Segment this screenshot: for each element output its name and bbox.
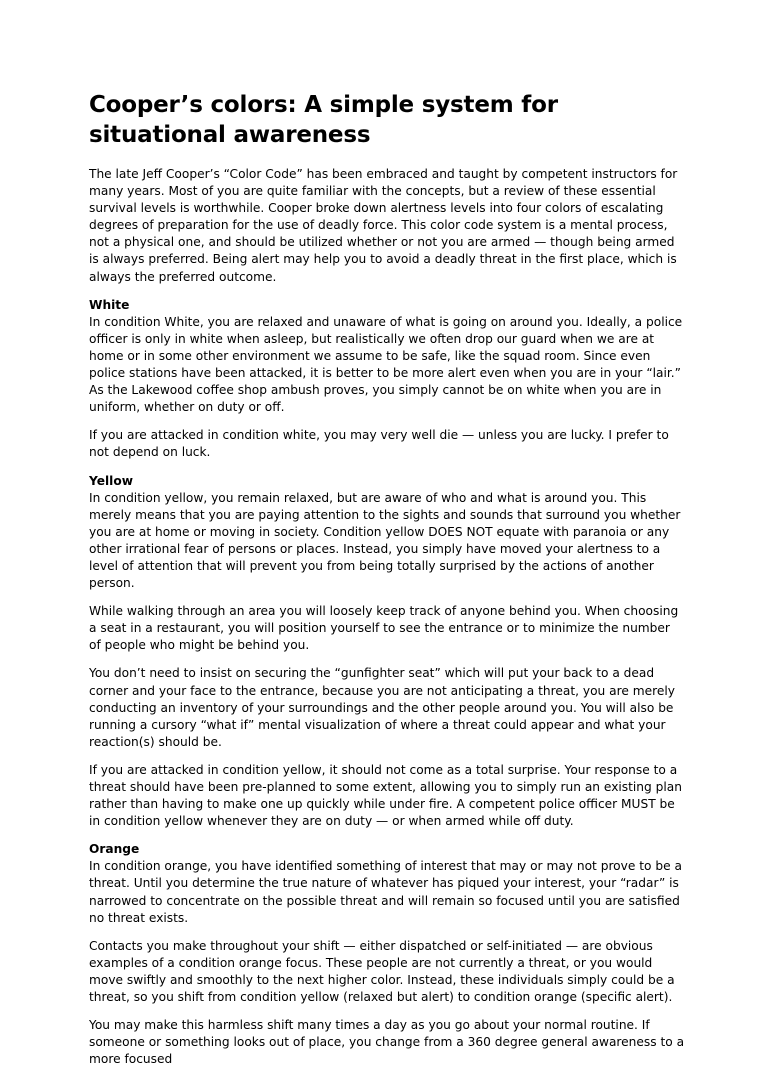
paragraph: In condition orange, you have identified something of interest that may or may not prove to be a threat. Until you determine the true nature of whatever has piqued your interest, your “radar” is narrowed to concentrate on the possible threat and will remain so focused until you are satisfied no threat exists. [89, 859, 682, 925]
section-white [89, 297, 685, 462]
intro-paragraph: The late Jeff Cooper’s “Color Code” has been embraced and taught by competent instructors for many years. Most of you are quite familiar with the concepts, but a review of these essential survival levels is worthwhile. Cooper broke down alertness levels into four colors of escalating degrees of preparation for the use of deadly force. This color code system is a mental process, not a physical one, and should be utilized whether or not you are armed — though being armed is always preferred. Being alert may help you to avoid a deadly threat in the first place, which is always the preferred outcome. [89, 167, 678, 284]
paragraph: In condition White, you are relaxed and unaware of what is going on around you. Ideally, a police officer is only in white when asleep, but realistically we often drop our guard when we are at home or in some other environment we assume to be safe, like the squad room. Since even police stations have been attacked, it is better to be more alert even when you are in your “lair.” As the Lakewood coffee shop ambush proves, you simply cannot be on white when you are in uniform, whether on duty or off. [89, 314, 683, 415]
paragraph: In condition yellow, you remain relaxed, but are aware of who and what is around you. This merely means that you are paying attention to the sights and sounds that surround you whether you are at home or moving in society. Condition yellow DOES NOT equate with paranoia or any other irrational fear of persons or places. Instead, you simply have moved your alertness to a level of attention that will prevent you from being totally surprised by the actions of another person. [89, 490, 681, 591]
paragraph: You don’t need to insist on securing the “gunfighter seat” which will put your back to a dead corner and your face to the entrance, because you are not anticipating a threat, you are merely conducting an inventory of your surroundings and the other people around you. You will also be running a cursory “what if” mental visualization of where a threat could appear and what your reaction(s) should be. [89, 666, 675, 749]
page-title: Cooper’s colors: A simple system for situational awareness [89, 92, 558, 148]
document-page [89, 90, 685, 1079]
paragraph: While walking through an area you will loosely keep track of anyone behind you. When choosing a seat in a restaurant, you will position yourself to see the entrance or to minimize the number of people who might be behind you. [89, 604, 679, 653]
paragraph: You may make this harmless shift many times a day as you go about your normal routine. If someone or something looks out of place, you change from a 360 degree general awareness to a more focused [89, 1018, 685, 1067]
section-yellow [89, 473, 685, 831]
section-heading-white: White [89, 297, 130, 312]
section-heading-orange: Orange [89, 842, 140, 857]
paragraph: If you are attacked in condition white, you may very well die — unless you are lucky. I prefer to not depend on luck. [89, 428, 669, 460]
paragraph: If you are attacked in condition yellow, it should not come as a total surprise. Your response to a threat should have been pre-planned to some extent, allowing you to simply run an existing plan rather than having to make one up quickly while under fire. A competent police officer MUST be in condition yellow whenever they are on duty — or when armed while off duty. [89, 762, 682, 829]
section-orange [89, 841, 685, 1068]
section-heading-yellow: Yellow [89, 473, 133, 488]
paragraph: Contacts you make throughout your shift — either dispatched or self-initiated — are obvious examples of a condition orange focus. These people are not currently a threat, or you would move swiftly and smoothly to the next higher color. Instead, these individuals simply could be a threat, so you shift from condition yellow (relaxed but alert) to condition orange (specific alert). [89, 938, 675, 1005]
